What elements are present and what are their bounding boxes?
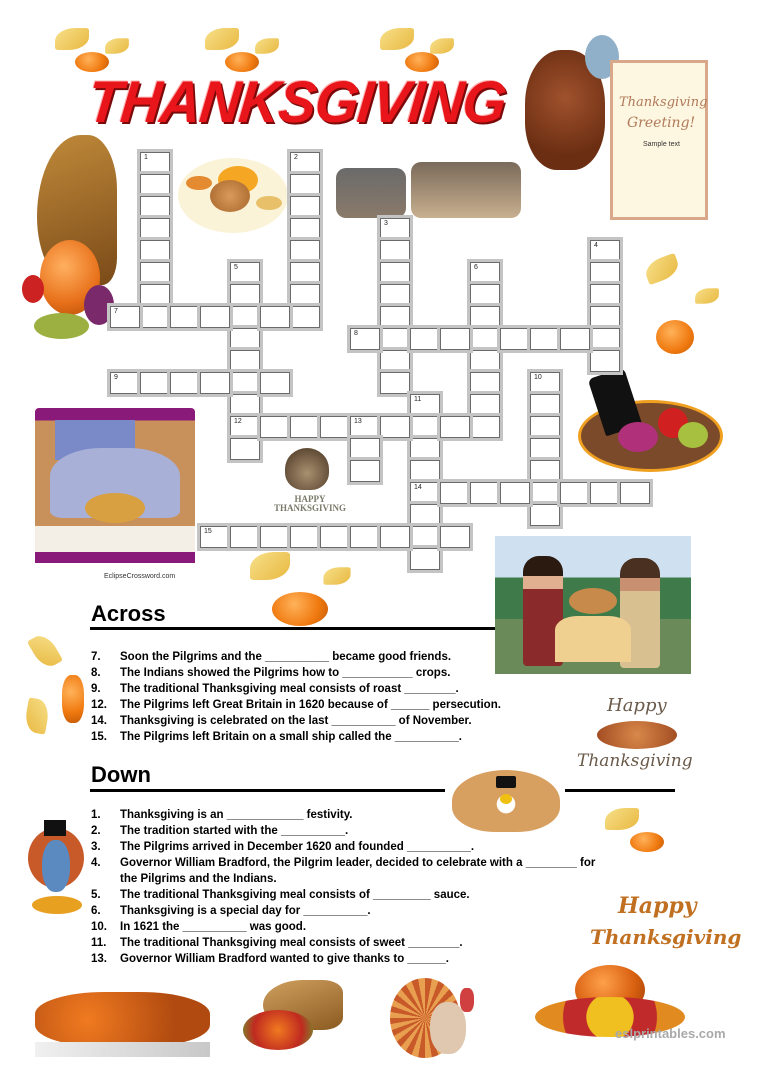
clue-continuation: the Pilgrims and the Indians. (120, 873, 277, 885)
clue-text: Thanksgiving is an ____________ festivity. (120, 809, 353, 821)
page-title: THANKSGIVING (84, 68, 509, 135)
clue-text: Governor William Bradford, the Pilgrim leader, decided to celebrate with a ________ for (120, 857, 596, 869)
crossword-cell[interactable] (470, 372, 500, 394)
clue-number: 6. (91, 905, 101, 917)
clue-number: 8 (354, 330, 358, 337)
crossword-cell[interactable] (530, 328, 560, 350)
greeting-card-line1: Thanksgiving (619, 95, 708, 110)
crossword-cell[interactable] (590, 262, 620, 284)
pumpkin-ornament (630, 832, 664, 852)
crossword-cell[interactable] (440, 482, 470, 504)
crossword-cell[interactable] (500, 328, 530, 350)
crossword-cell[interactable] (230, 526, 260, 548)
happy-script-text-2: Happy (618, 893, 697, 919)
clue-text: The traditional Thanksgiving meal consists of _________ sauce. (120, 889, 470, 901)
leaves-pile-icon (32, 896, 82, 914)
clue-text: The Pilgrims arrived in December 1620 and founded __________. (120, 841, 475, 853)
crossword-cell[interactable] (380, 240, 410, 262)
crossword-cell[interactable] (290, 240, 320, 262)
clue-number: 4. (91, 857, 101, 869)
crossword-cell[interactable] (230, 284, 260, 306)
clue-item (91, 855, 595, 871)
crossword-cell[interactable] (620, 482, 650, 504)
clue-number: 5 (234, 264, 238, 271)
crossword-cell[interactable] (140, 284, 170, 306)
beak-icon (500, 794, 512, 804)
crossword-cell[interactable] (350, 416, 380, 438)
turkey-platter-icon (569, 588, 617, 614)
clue-number: 7 (114, 308, 118, 315)
crossword-cell[interactable] (140, 174, 170, 196)
roast-turkey-icon (597, 721, 677, 749)
clue-number: 9. (91, 683, 101, 695)
table-icon (555, 616, 631, 662)
crossword-cell[interactable] (470, 306, 500, 328)
pilgrim-turkey-illustration (28, 820, 84, 915)
across-clue-list (91, 649, 501, 745)
happy-line: HAPPY (294, 494, 326, 504)
crossword-cell[interactable] (350, 438, 380, 460)
autumn-leaf-ornament (605, 808, 639, 830)
clue-item (91, 823, 595, 839)
pumpkins-harvest-illustration (35, 982, 210, 1057)
clue-text: Soon the Pilgrims and the __________ became good friends. (120, 651, 452, 663)
shadow-strip (35, 1042, 210, 1057)
crossword-cell[interactable] (290, 174, 320, 196)
crossword-cell[interactable] (470, 416, 500, 438)
clue-number: 7. (91, 651, 101, 663)
clue-item (91, 807, 595, 823)
crossword-cell[interactable] (380, 328, 410, 350)
crossword-cell[interactable] (470, 328, 500, 350)
crossword-cell[interactable] (290, 262, 320, 284)
clue-number: 12. (91, 699, 107, 711)
crossword-cell[interactable] (260, 306, 290, 328)
crossword-cell[interactable] (410, 526, 440, 548)
crossword-cell[interactable] (500, 482, 530, 504)
crossword-cell[interactable] (560, 328, 590, 350)
crossword-cell[interactable] (290, 218, 320, 240)
clue-text: The tradition started with the __________. (120, 825, 349, 837)
crossword-cell[interactable] (140, 262, 170, 284)
crossword-cell[interactable] (410, 548, 440, 570)
crossword-cell[interactable] (200, 372, 230, 394)
crossword-cell[interactable] (410, 328, 440, 350)
pumpkins-icon (35, 992, 210, 1047)
crossword-cell[interactable] (410, 482, 440, 504)
clue-number: 2 (294, 154, 298, 161)
greeting-card-line2: Greeting! (627, 115, 696, 131)
crossword-cell[interactable] (140, 196, 170, 218)
clue-number: 1. (91, 809, 101, 821)
clue-number: 15. (91, 731, 107, 743)
watermark-text: eslprintables.com (615, 1026, 726, 1041)
crossword-cell[interactable] (230, 416, 260, 438)
crossword-cell[interactable] (470, 350, 500, 372)
crossword-cell[interactable] (380, 218, 410, 240)
clue-item (91, 713, 501, 729)
crossword-cell[interactable] (200, 306, 230, 328)
turkey-bottom-illustration (390, 978, 500, 1066)
crossword-cell[interactable] (140, 306, 170, 328)
clue-number: 4 (594, 242, 598, 249)
clue-text: Thanksgiving is a special day for __________. (120, 905, 371, 917)
clue-number: 3 (384, 220, 388, 227)
crossword-cell[interactable] (350, 460, 380, 482)
crossword-cell[interactable] (140, 152, 170, 174)
crossword-cell[interactable] (410, 416, 440, 438)
crossword-cell[interactable] (230, 350, 260, 372)
crossword-cell[interactable] (590, 482, 620, 504)
clue-text: The traditional Thanksgiving meal consists of roast ________. (120, 683, 459, 695)
clue-number: 12 (234, 418, 242, 425)
greeting-card-sample-text: Sample text (643, 141, 680, 148)
crossword-cell[interactable] (230, 372, 260, 394)
crossword-cell[interactable] (440, 328, 470, 350)
pilgrim-hat-icon (496, 776, 516, 788)
clue-text: Governor William Bradford wanted to give thanks to ______. (120, 953, 450, 965)
clue-number: 13. (91, 953, 107, 965)
autumn-leaf-ornament (23, 697, 51, 734)
crossword-cell[interactable] (230, 328, 260, 350)
crossword-cell[interactable] (290, 306, 320, 328)
clue-item (91, 729, 501, 745)
clue-number: 10 (534, 374, 542, 381)
crossword-cell[interactable] (230, 394, 260, 416)
crossword-cell[interactable] (260, 526, 290, 548)
clue-number: 11 (414, 396, 422, 403)
crossword-cell[interactable] (320, 526, 350, 548)
crossword-cell[interactable] (530, 438, 560, 460)
crossword-cell[interactable] (350, 328, 380, 350)
crossword-cell[interactable] (590, 306, 620, 328)
thanksgiving-script-text: Thanksgiving (577, 751, 693, 771)
clue-number: 2. (91, 825, 101, 837)
crossword-cell[interactable] (380, 284, 410, 306)
clue-number: 14 (414, 484, 422, 491)
clue-text: Thanksgiving is celebrated on the last __________ of November. (120, 715, 472, 727)
crossword-cell[interactable] (320, 416, 350, 438)
crossword-cell[interactable] (350, 526, 380, 548)
clue-text: In 1621 the __________ was good. (120, 921, 307, 933)
clue-text: The Pilgrims left Britain on a small ship called the __________. (120, 731, 462, 743)
crossword-cell[interactable] (110, 372, 140, 394)
clue-item (91, 665, 501, 681)
crossword-cell[interactable] (590, 240, 620, 262)
clue-number: 5. (91, 889, 101, 901)
clue-number: 14. (91, 715, 107, 727)
across-divider (90, 627, 495, 630)
crossword-cell[interactable] (590, 328, 620, 350)
crossword-cell[interactable] (560, 482, 590, 504)
pilgrim-indian-exchange-illustration (495, 536, 691, 674)
crossword-cell[interactable] (140, 372, 170, 394)
crossword-cell[interactable] (470, 284, 500, 306)
crossword-cell[interactable] (530, 394, 560, 416)
clue-item (91, 951, 595, 967)
crossword-cell[interactable] (290, 196, 320, 218)
clue-number: 11. (91, 937, 107, 949)
crossword-cell[interactable] (470, 262, 500, 284)
crossword-cell[interactable] (170, 306, 200, 328)
crossword-cell[interactable] (410, 438, 440, 460)
produce-icon (243, 1010, 313, 1050)
clue-number: 15 (204, 528, 212, 535)
crossword-cell[interactable] (230, 262, 260, 284)
crossword-cell[interactable] (200, 526, 230, 548)
clue-number: 13 (354, 418, 362, 425)
clue-item (91, 919, 595, 935)
turkey-body-icon (430, 1002, 466, 1054)
crossword-cell[interactable] (530, 372, 560, 394)
crossword-cell[interactable] (260, 372, 290, 394)
crossword-cell[interactable] (230, 438, 260, 460)
pumpkin-ornament (272, 592, 328, 626)
clue-item (91, 681, 501, 697)
crossword-cell[interactable] (380, 372, 410, 394)
crossword-cell[interactable] (530, 482, 560, 504)
crossword-cell[interactable] (470, 482, 500, 504)
down-divider-right (565, 789, 675, 792)
crossword-cell[interactable] (380, 416, 410, 438)
pumpkin-ornament (62, 675, 84, 723)
turkey-head-icon (460, 988, 474, 1012)
clue-item (91, 935, 595, 951)
crossword-cell[interactable] (440, 416, 470, 438)
down-clue-list (91, 807, 595, 967)
crossword-cell[interactable] (140, 218, 170, 240)
clue-text: The traditional Thanksgiving meal consists of sweet ________. (120, 937, 463, 949)
cornucopia-bottom-illustration (233, 980, 345, 1052)
crossword-cell[interactable] (410, 460, 440, 482)
clue-number: 3. (91, 841, 101, 853)
crossword-cell[interactable] (290, 416, 320, 438)
crossword-cell[interactable] (290, 284, 320, 306)
crossword-cell[interactable] (410, 504, 440, 526)
thanksgiving-script-text-2: Thanksgiving (590, 925, 742, 949)
crossword-cell[interactable] (530, 416, 560, 438)
clue-text: The Pilgrims left Great Britain in 1620 because of ______ persecution. (120, 699, 501, 711)
clue-text: The Indians showed the Pilgrims how to ___________ crops. (120, 667, 451, 679)
down-divider-left (90, 789, 445, 792)
clue-item (91, 649, 501, 665)
happy-script-text: Happy (607, 695, 667, 716)
autumn-leaf-ornament (27, 631, 63, 671)
crossword-cell[interactable] (440, 526, 470, 548)
down-heading: Down (91, 762, 151, 787)
crossword-cell[interactable] (590, 284, 620, 306)
crossword-cell[interactable] (110, 306, 140, 328)
clue-item (91, 697, 501, 713)
crossword-cell[interactable] (170, 372, 200, 394)
crossword-cell[interactable] (380, 350, 410, 372)
happy-thanksgiving-turkey-illustration (575, 695, 700, 780)
crossword-cell[interactable] (530, 504, 560, 526)
crossword-cell[interactable] (410, 394, 440, 416)
crossword-cell[interactable] (260, 416, 290, 438)
crossword-cell[interactable] (380, 262, 410, 284)
clue-number: 1 (144, 154, 148, 161)
clue-item (91, 903, 595, 919)
across-heading: Across (91, 601, 166, 626)
clue-number: 9 (114, 374, 118, 381)
crossword-cell[interactable] (380, 526, 410, 548)
crossword-cell[interactable] (290, 526, 320, 548)
crossword-cell[interactable] (140, 240, 170, 262)
thanksgiving-line: THANKSGIVING (273, 503, 346, 513)
crossword-cell[interactable] (380, 306, 410, 328)
clue-number: 6 (474, 264, 478, 271)
turkey-body-icon (42, 840, 70, 892)
clue-number: 10. (91, 921, 107, 933)
credit-text: EclipseCrossword.com (104, 573, 176, 580)
crossword-cell[interactable] (230, 306, 260, 328)
crossword-cell[interactable] (530, 460, 560, 482)
clue-number: 8. (91, 667, 101, 679)
pilgrim-hat-icon (44, 820, 66, 836)
crossword-cell[interactable] (590, 350, 620, 372)
crossword-cell[interactable] (470, 394, 500, 416)
clue-item (91, 839, 595, 855)
crossword-cell[interactable] (290, 152, 320, 174)
clue-item (91, 887, 595, 903)
